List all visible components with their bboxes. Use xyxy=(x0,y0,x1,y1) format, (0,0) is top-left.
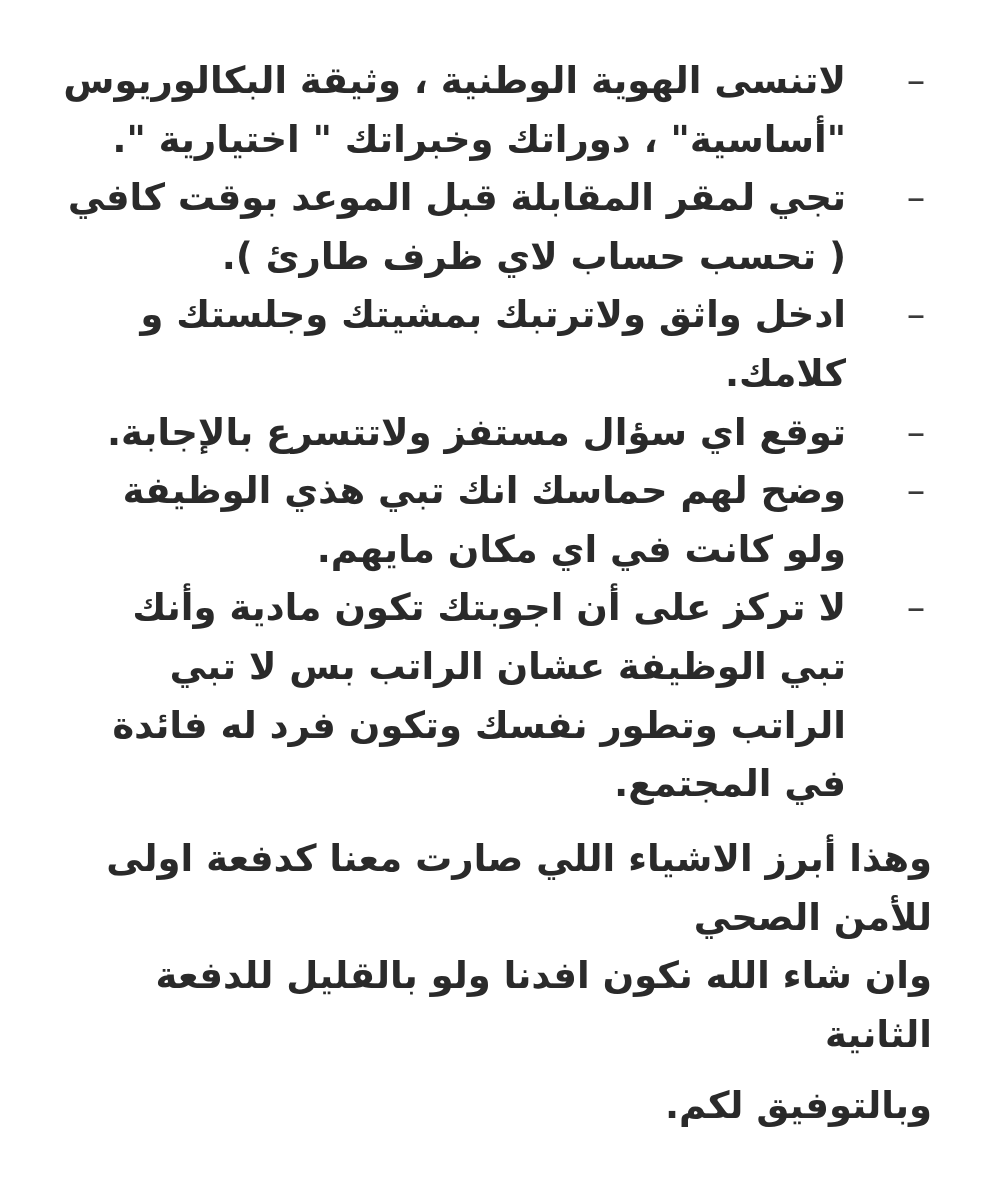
tip-text: لا تركز على أن اجوبتك تكون مادية وأنك تبي الوظيفة عشان الراتب بس لا تبي الراتب وتطور نفسك وتكون فرد له فائدة في المجتمع. xyxy=(112,586,846,806)
list-item xyxy=(58,169,938,286)
list-item xyxy=(58,404,938,463)
farewell-text: وبالتوفيق لكم. xyxy=(664,1084,932,1127)
tip-text: لاتنسى الهوية الوطنية ، وثيقة البكالوريوس "أساسية" ، دوراتك وخبراتك " اختيارية ". xyxy=(63,59,846,161)
closing-line-2: وان شاء الله نكون افدنا ولو بالقليل للدفعة الثانية xyxy=(155,954,932,1056)
dash-bullet: – xyxy=(906,293,926,337)
list-item xyxy=(58,52,938,169)
dash-bullet: – xyxy=(906,176,926,220)
dash-bullet: – xyxy=(906,410,926,454)
list-item xyxy=(58,579,938,813)
tip-text: تجي لمقر المقابلة قبل الموعد بوقت كافي ( تحسب حساب لاي ظرف طارئ ). xyxy=(67,176,846,278)
tips-list xyxy=(58,52,938,814)
list-item xyxy=(58,286,938,403)
tip-text: ادخل واثق ولاترتبك بمشيتك وجلستك و كلامك. xyxy=(140,293,846,395)
dash-bullet: – xyxy=(906,586,926,630)
dash-bullet: – xyxy=(906,59,926,102)
tip-text: توقع اي سؤال مستفز ولاتتسرع بالإجابة. xyxy=(106,410,846,454)
closing-line-1: وهذا أبرز الاشياء اللي صارت معنا كدفعة اولى للأمن الصحي xyxy=(106,837,932,939)
tip-text: وضح لهم حماسك انك تبي هذي الوظيفة ولو كانت في اي مكان مايهم. xyxy=(122,469,846,571)
closing-paragraph xyxy=(52,830,932,1064)
dash-bullet: – xyxy=(906,469,926,513)
list-item xyxy=(58,462,938,579)
